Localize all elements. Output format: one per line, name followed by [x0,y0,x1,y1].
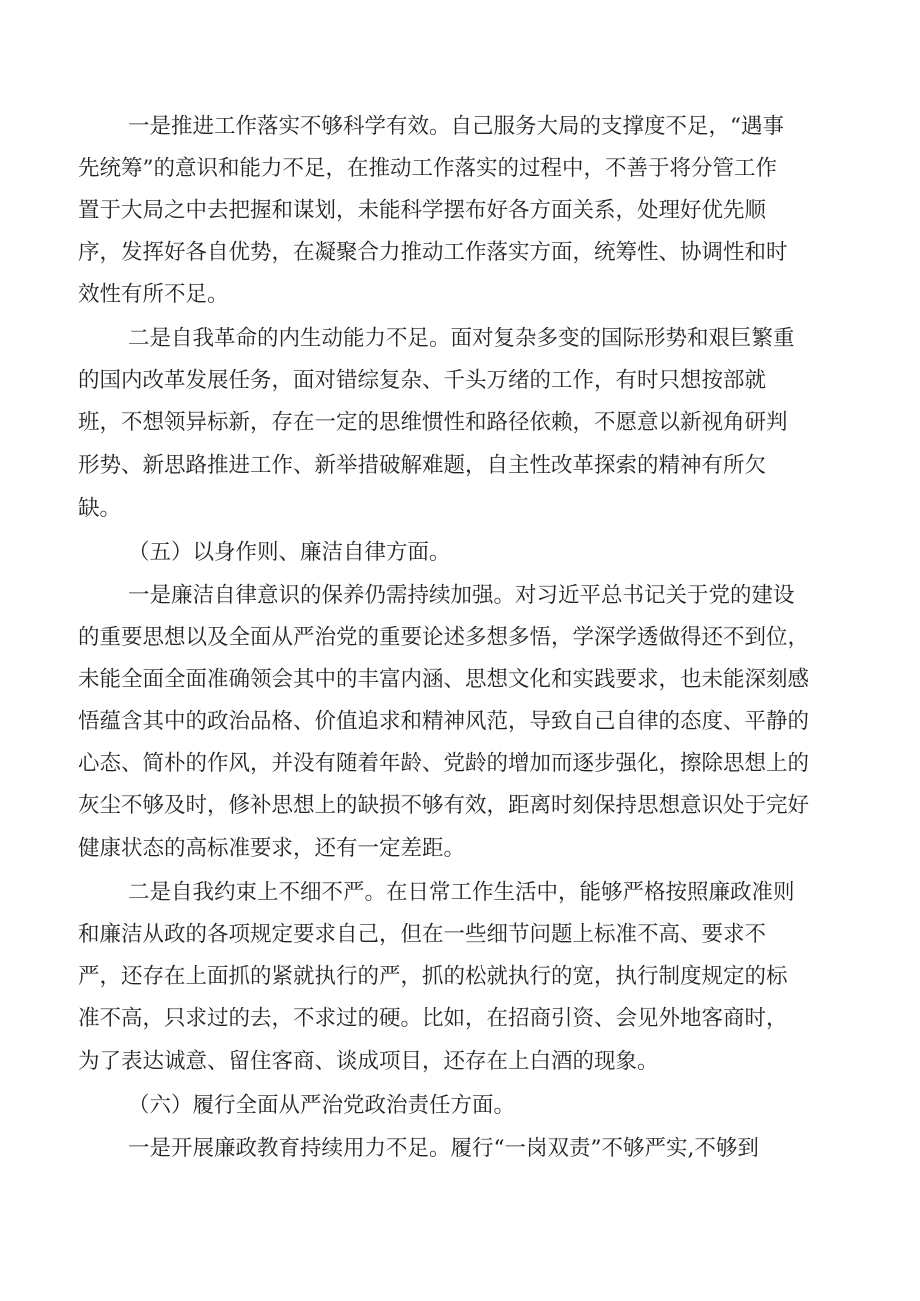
text-line-10: 缺。 [78,496,122,521]
text-line-8: 班，不想领异标新，存在一定的思维惯性和路径依赖，不愿意以新视角研判 [78,410,788,435]
text-line-1: 一是推进工作落实不够科学有效。自己服务大局的支撑度不足，“遇事 [128,114,784,139]
text-line-3: 置于大局之中去把握和谋划，未能科学摆布好各方面关系，处理好优先顺 [78,198,767,223]
text-line-16: 心态、简朴的作风，并没有随着年龄、党龄的增加而逐步强化，擦除思想上的 [78,751,810,776]
text-line-2: 先统筹”的意识和能力不足，在推动工作落实的过程中，不善于将分管工作 [78,156,777,181]
text-line-13: 的重要思想以及全面从严治党的重要论述多想多悟，学深学透做得还不到位， [78,625,810,650]
text-line-18: 健康状态的高标准要求，还有一定差距。 [78,836,466,861]
text-line-12: 一是廉洁自律意识的保养仍需持续加强。对习近平总书记关于党的建设 [128,583,795,608]
text-line-5: 效性有所不足。 [78,282,229,307]
text-line-22: 准不高，只求过的去，不求过的硬。比如，在招商引资、会见外地客商时， [78,1006,788,1031]
text-line-23: 为了表达诚意、留住客商、谈成项目，还存在上白酒的现象。 [78,1049,659,1074]
text-line-6: 二是自我革命的内生动能力不足。面对复杂多变的国际形势和艰巨繁重 [128,326,795,351]
section-heading-6: （六）履行全面从严治党政治责任方面。 [128,1093,516,1118]
text-line-9: 形势、新思路推进工作、新举措破解难题，自主性改革探索的精神有所欠 [78,453,767,478]
text-line-25: 一是开展廉政教育持续用力不足。履行“一岗双责”不够严实,不够到 [128,1136,759,1161]
text-line-15: 悟蕴含其中的政治品格、价值追求和精神风范，导致自己自律的态度、平静的 [78,709,810,734]
text-line-20: 和廉洁从政的各项规定要求自己，但在一些细节问题上标准不高、要求不 [78,922,767,947]
text-line-7: 的国内改革发展任务，面对错综复杂、千头万绪的工作，有时只想按部就 [78,368,767,393]
text-line-14: 未能全面全面准确领会其中的丰富内涵、思想文化和实践要求，也未能深刻感 [78,667,810,692]
text-line-17: 灰尘不够及时，修补思想上的缺损不够有效，距离时刻保持思想意识处于完好 [78,793,810,818]
section-heading-5: （五）以身作则、廉洁自律方面。 [128,540,451,565]
text-line-4: 序，发挥好各自优势，在凝聚合力推动工作落实方面，统筹性、协调性和时 [78,240,788,265]
text-line-21: 严，还存在上面抓的紧就执行的严，抓的松就执行的宽，执行制度规定的标 [78,964,788,989]
text-line-19: 二是自我约束上不细不严。在日常工作生活中，能够严格按照廉政准则 [128,880,795,905]
